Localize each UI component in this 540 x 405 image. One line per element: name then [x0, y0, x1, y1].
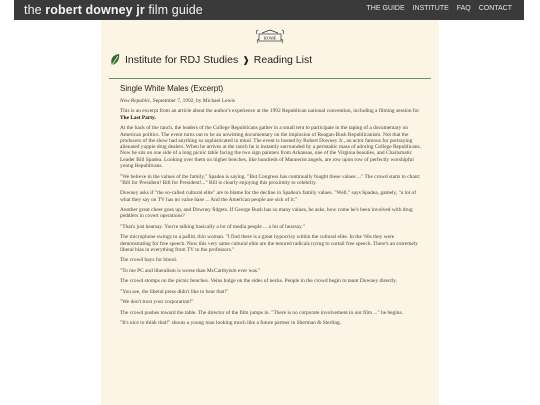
byline-publication: New Republic [120, 98, 151, 104]
article-paragraph: Downey asks if "the so-called cultural elite" are to blame for the decline in Spadea's family values. "Well," says Spadea, gamely, "a lot of what they say on TV has no value base ... And the American people are sick of it." [120, 190, 417, 203]
article-paragraph: "To me PC and liberalism is worse than McCarthyism ever was." [120, 267, 261, 274]
article-paragraph: Another great cheer goes up, and Downey fidgets. If George Bush has so many values, he asks, how come he's been involved with drug peddlers in covert operations? [120, 207, 413, 220]
content-panel [101, 20, 439, 405]
article-paragraph: The crowd bays for blood. [120, 257, 178, 264]
intro-text: This is an excerpt from an article about the author's experience at the 1992 Republican national convention, including a filming session for [120, 108, 420, 115]
nav-faq[interactable]: FAQ [456, 5, 471, 12]
logo-suffix: film guide [144, 3, 203, 17]
byline-details: , September 7, 1992, by Michael Lewis [150, 98, 235, 104]
article-paragraph: The crowd pushes toward the table. The director of the film jumps in. "There is no corporate involvement in our film ..." he begins. [120, 309, 403, 316]
article-paragraph: "We don't trust your corporation!" [120, 299, 194, 306]
divider [109, 78, 431, 79]
logo-prefix: the [24, 3, 46, 17]
breadcrumb-current: Reading List [253, 53, 313, 66]
home-badge-button[interactable] [254, 29, 286, 45]
article-paragraph: "It's nice to think that!" shouts a young man looking much like a future partner in Sherman & Sterling. [120, 320, 342, 327]
article-paragraph: "We believe in the values of the family," Spadea is saying. "But Congress has continually fought these values ..." The crowd starts to chant: "Bill for President! Bill for President!..." Bill is clearly enjoying this proximity to celebrity. [120, 173, 421, 186]
article-paragraph: The crowd stomps on the picnic benches. Veins bulge on the sides of necks. People in the crowd begin to taunt Downey directly. [120, 278, 397, 285]
nav-contact[interactable]: CONTACT [478, 5, 512, 12]
chevron-right-icon: ❱ [242, 54, 250, 65]
article-body [120, 84, 426, 331]
site-header [14, 0, 524, 20]
article-paragraph: The microphone swings to a pallid, thin woman. "I find there is a great hypocrisy within the cultural elite. In the '60s they were demonstrating for free speech. Now this very same cultural elite are the tenured radicals trying to curtail free speech. There's an extremely liberal bias in everything from TV to the professors." [120, 234, 418, 253]
home-badge-label: HOME [263, 35, 277, 41]
breadcrumb [109, 53, 429, 71]
main-nav [361, 5, 512, 12]
leaf-icon [109, 53, 121, 67]
article-paragraph: "That's just hearsay. You're talking basically a lot of media people ... a lot of hearsay." [120, 223, 305, 230]
film-link[interactable]: The Last Party. [120, 114, 156, 121]
article-paragraph: At the back of the ranch, the leaders of the College Republicans gather in a small tent to participate in the taping of a documentary on American politics. The event turns out to be an unwitting documentary on the implosion of Reagan-Bush Republicanism. Not that the producers of the show had anything so sophisticated in mind. The event is hosted by Robert Downey Jr., an actor famous for portraying alienated yuppie drug dealers. When he arrives at the ranch he is instantly surrounded by a peristaltic mass of adoring College Republicans. Now he sits on one side of a long picnic table facing the two sign painters from Arkansas, one of the Virginia beauties, and Charismatic Leader Bill Spadea. Looking over them on higher benches, like hundreds of Mannerist angels, are row upon row of perfectly worshipful young Republicans. [120, 125, 421, 170]
article-byline [120, 98, 426, 104]
logo-bold: robert downey jr [45, 3, 145, 17]
nav-institute[interactable]: INSTITUTE [412, 5, 449, 12]
nav-the-guide[interactable]: THE GUIDE [366, 5, 405, 12]
article-paragraph: "You see, the liberal press didn't like to hear that!" [120, 288, 229, 295]
article-intro [120, 108, 426, 121]
breadcrumb-section-link[interactable]: Institute for RDJ Studies [125, 53, 239, 66]
article-title: Single White Males (Excerpt) [120, 84, 224, 93]
site-logo[interactable] [24, 3, 203, 17]
